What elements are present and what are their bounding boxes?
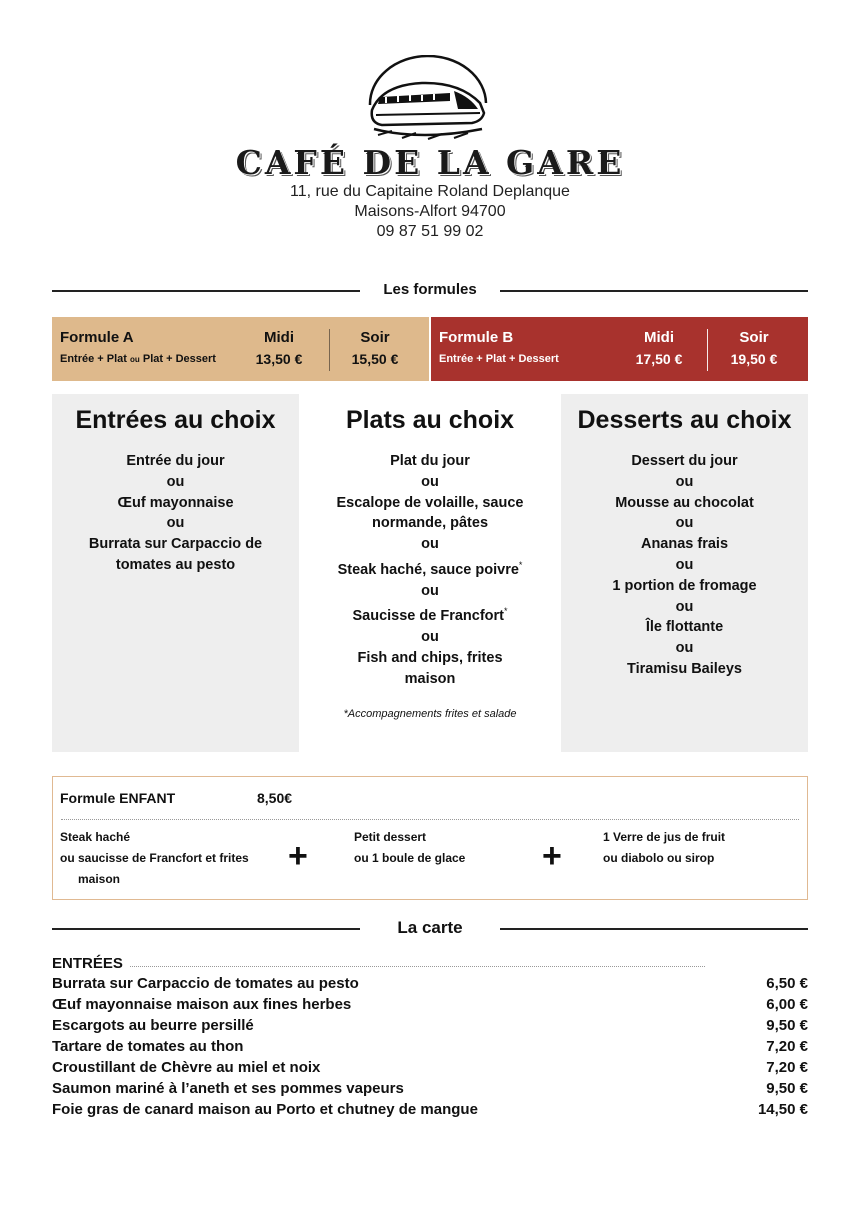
formule-a-desc-main: Entrée + Plat bbox=[60, 353, 127, 365]
choice-or: ou bbox=[166, 473, 185, 490]
entrees-choix-column bbox=[52, 394, 299, 752]
formule-b-midi-price: 17,50 € bbox=[635, 351, 683, 367]
choice-item: tomates au pesto bbox=[115, 556, 236, 573]
formules-heading-row bbox=[52, 275, 808, 305]
asterisk: * bbox=[518, 559, 523, 570]
enfant-boisson bbox=[603, 827, 725, 869]
carte-item-price: 7,20 € bbox=[766, 1059, 808, 1076]
carte-item-name: Tartare de tomates au thon bbox=[52, 1038, 244, 1055]
carte-item-name: Burrata sur Carpaccio de tomates au pesto bbox=[52, 975, 359, 992]
carte-section-entrees: ENTRÉES bbox=[52, 955, 123, 972]
choice-item: Escalope de volaille, sauce bbox=[336, 494, 524, 511]
plus-sign: + bbox=[288, 837, 308, 875]
plats-choix-title: Plats au choix bbox=[345, 406, 515, 434]
midi-label: Midi bbox=[644, 329, 674, 346]
choice-item: 1 portion de fromage bbox=[612, 577, 757, 594]
formule-enfant-title: Formule ENFANT bbox=[60, 790, 176, 806]
enfant-dessert-line: Petit dessert bbox=[354, 830, 427, 844]
choice-item-starred bbox=[300, 601, 560, 627]
enfant-plat-line: maison bbox=[78, 872, 121, 886]
choice-or: ou bbox=[421, 629, 439, 646]
midi-label: Midi bbox=[264, 329, 294, 346]
carte-heading-row bbox=[52, 913, 808, 943]
entrees-choix-list bbox=[52, 451, 299, 576]
train-icon bbox=[362, 55, 490, 145]
choice-item-starred bbox=[300, 555, 560, 581]
formule-b-name: Formule B bbox=[439, 329, 514, 346]
carte-item-price: 14,50 € bbox=[757, 1101, 808, 1118]
choice-item: Plat du jour bbox=[390, 453, 470, 469]
plats-choix-list bbox=[300, 451, 560, 689]
carte-item-name: Œuf mayonnaise maison aux fines herbes bbox=[52, 996, 352, 1013]
soir-label: Soir bbox=[739, 329, 769, 346]
choice-item: normande, pâtes bbox=[371, 515, 489, 532]
choice-item: Burrata sur Carpaccio de bbox=[88, 536, 263, 553]
formule-a-description bbox=[60, 353, 216, 365]
enfant-plat-line: ou saucisse de Francfort et frites bbox=[60, 851, 249, 865]
carte-item-price: 9,50 € bbox=[766, 1080, 808, 1097]
formule-b-soir-price: 19,50 € bbox=[730, 351, 778, 367]
formule-a-midi bbox=[244, 329, 314, 367]
choice-item: Œuf mayonnaise bbox=[117, 494, 234, 511]
carte-item-name: Saumon mariné à l’aneth et ses pommes vapeurs bbox=[52, 1080, 404, 1097]
enfant-plat-line: Steak haché bbox=[60, 830, 131, 844]
carte-item-price: 6,00 € bbox=[766, 996, 808, 1013]
carte-item bbox=[52, 996, 808, 1016]
address-street: 11, rue du Capitaine Roland Deplanque bbox=[290, 183, 570, 200]
accompaniment-note: *Accompagnements frites et salade bbox=[343, 708, 517, 720]
carte-item-price: 7,20 € bbox=[766, 1038, 808, 1055]
choice-or: ou bbox=[166, 515, 185, 532]
choice-or: ou bbox=[675, 556, 694, 573]
dotted-divider bbox=[130, 966, 705, 967]
choice-or: ou bbox=[675, 598, 694, 615]
choice-or: ou bbox=[421, 473, 439, 490]
formules-heading: Les formules bbox=[383, 281, 477, 298]
choice-item-text: Saucisse de Francfort bbox=[352, 608, 504, 625]
carte-item bbox=[52, 1038, 808, 1058]
column-separator bbox=[707, 329, 708, 371]
asterisk: * bbox=[503, 606, 508, 617]
formule-a-box bbox=[52, 317, 429, 381]
formule-b-box bbox=[431, 317, 808, 381]
choice-or: ou bbox=[675, 640, 694, 657]
carte-item bbox=[52, 1017, 808, 1037]
desserts-choix-title: Desserts au choix bbox=[577, 406, 792, 434]
formule-a-desc-rest: Plat + Dessert bbox=[142, 353, 216, 365]
soir-label: Soir bbox=[360, 329, 390, 346]
column-separator bbox=[329, 329, 330, 371]
formule-b-midi bbox=[624, 329, 694, 367]
entrees-choix-title: Entrées au choix bbox=[75, 406, 276, 434]
carte-item-name: Foie gras de canard maison au Porto et chutney de mangue bbox=[52, 1101, 478, 1118]
choice-item: Fish and chips, frites bbox=[357, 649, 503, 666]
enfant-boisson-line: 1 Verre de jus de fruit bbox=[603, 830, 726, 844]
choice-or: ou bbox=[675, 515, 694, 532]
formule-a-midi-price: 13,50 € bbox=[255, 351, 303, 367]
choice-item: maison bbox=[404, 670, 456, 687]
choice-item: Tiramisu Baileys bbox=[627, 660, 742, 677]
formule-a-name: Formule A bbox=[60, 329, 134, 346]
formule-b-soir bbox=[719, 329, 789, 367]
restaurant-name: CAFÉ DE LA GARE bbox=[235, 143, 625, 182]
carte-item-price: 9,50 € bbox=[766, 1017, 808, 1034]
carte-item-price: 6,50 € bbox=[766, 975, 808, 992]
formule-a-soir bbox=[340, 329, 410, 367]
formule-a-soir-price: 15,50 € bbox=[351, 351, 399, 367]
formule-enfant-price: 8,50€ bbox=[257, 790, 293, 806]
carte-item bbox=[52, 1059, 808, 1079]
formule-a-desc-ou: ou bbox=[130, 355, 140, 364]
choice-item: Dessert du jour bbox=[631, 453, 738, 469]
choice-item-text: Steak haché, sauce poivre bbox=[337, 561, 519, 578]
choice-item: Entrée du jour bbox=[126, 453, 225, 469]
enfant-dessert-line: ou 1 boule de glace bbox=[354, 851, 466, 865]
choice-or: ou bbox=[421, 536, 439, 553]
formules-bar bbox=[52, 317, 808, 381]
carte-item-name: Escargots au beurre persillé bbox=[52, 1017, 254, 1034]
enfant-boisson-line: ou diabolo ou sirop bbox=[603, 851, 715, 865]
enfant-dessert bbox=[354, 827, 465, 869]
choice-item: Île flottante bbox=[645, 619, 724, 636]
enfant-plat bbox=[60, 827, 249, 890]
carte-heading: La carte bbox=[397, 918, 463, 937]
desserts-choix-column bbox=[561, 394, 808, 752]
formule-enfant-box bbox=[52, 776, 808, 900]
choice-or: ou bbox=[421, 582, 439, 599]
carte-item-name: Croustillant de Chèvre au miel et noix bbox=[52, 1059, 321, 1076]
dotted-divider bbox=[61, 819, 799, 820]
phone-number: 09 87 51 99 02 bbox=[376, 223, 484, 240]
choice-or: ou bbox=[675, 473, 694, 490]
plats-choix-column bbox=[300, 394, 560, 752]
address-city: Maisons-Alfort 94700 bbox=[354, 203, 506, 220]
choice-item: Mousse au chocolat bbox=[615, 494, 754, 511]
carte-item bbox=[52, 1080, 808, 1100]
desserts-choix-list bbox=[561, 451, 808, 680]
carte-item bbox=[52, 1101, 808, 1121]
choice-item: Ananas frais bbox=[640, 536, 729, 553]
carte-item bbox=[52, 975, 808, 995]
formule-b-description: Entrée + Plat + Dessert bbox=[439, 353, 559, 365]
plus-sign: + bbox=[542, 837, 562, 875]
